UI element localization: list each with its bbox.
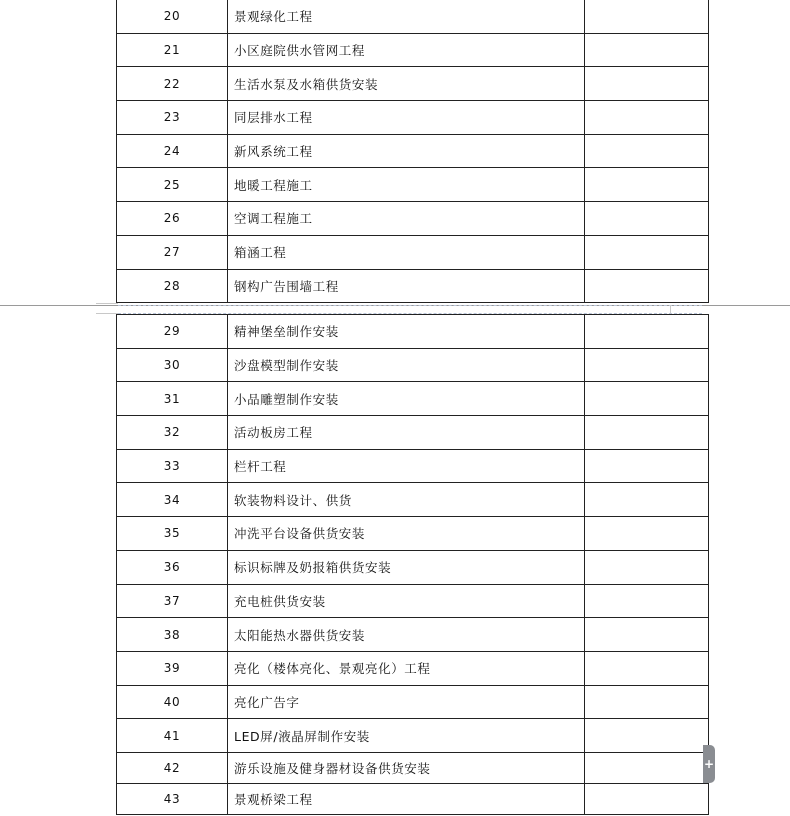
table-row	[117, 449, 709, 483]
table-row	[117, 33, 709, 67]
table-row	[117, 0, 709, 33]
table-row	[117, 752, 709, 783]
row-number-cell: 41	[117, 719, 228, 753]
row-number-cell: 24	[117, 134, 228, 168]
project-name-cell: 栏杆工程	[228, 449, 585, 483]
row-number-cell: 20	[117, 0, 228, 33]
empty-cell	[585, 783, 709, 814]
row-number-cell: 40	[117, 685, 228, 719]
project-name-cell: 小品雕塑制作安装	[228, 382, 585, 416]
row-number-cell: 29	[117, 315, 228, 349]
row-number-cell: 30	[117, 348, 228, 382]
table-row	[117, 382, 709, 416]
table-row	[117, 202, 709, 236]
table-row	[117, 618, 709, 652]
project-name-cell: 箱涵工程	[228, 235, 585, 269]
empty-cell	[585, 618, 709, 652]
project-name-cell: 冲洗平台设备供货安装	[228, 517, 585, 551]
project-name-cell: 新风系统工程	[228, 134, 585, 168]
empty-cell	[585, 382, 709, 416]
project-name-cell: LED屏/液晶屏制作安装	[228, 719, 585, 753]
table-row	[117, 783, 709, 814]
expand-side-panel-button[interactable]	[703, 745, 715, 783]
project-name-cell: 游乐设施及健身器材设备供货安装	[228, 752, 585, 783]
empty-cell	[585, 449, 709, 483]
table-body-page-2	[117, 315, 709, 815]
table-body-page-1	[117, 0, 709, 303]
row-number-cell: 34	[117, 483, 228, 517]
row-number-cell: 42	[117, 752, 228, 783]
project-name-cell: 软装物料设计、供货	[228, 483, 585, 517]
project-name-cell: 精神堡垒制作安装	[228, 315, 585, 349]
table-row	[117, 168, 709, 202]
project-name-cell: 地暖工程施工	[228, 168, 585, 202]
project-name-cell: 活动板房工程	[228, 416, 585, 450]
project-name-cell: 景观桥梁工程	[228, 783, 585, 814]
table-row	[117, 719, 709, 753]
row-number-cell: 26	[117, 202, 228, 236]
row-number-cell: 43	[117, 783, 228, 814]
project-name-cell: 亮化广告字	[228, 685, 585, 719]
table-row	[117, 67, 709, 101]
table-row	[117, 348, 709, 382]
table-row	[117, 235, 709, 269]
empty-cell	[585, 168, 709, 202]
project-name-cell: 同层排水工程	[228, 101, 585, 135]
row-number-cell: 28	[117, 269, 228, 303]
empty-cell	[585, 269, 709, 303]
project-name-cell: 生活水泵及水箱供货安装	[228, 67, 585, 101]
empty-cell	[585, 315, 709, 349]
project-name-cell: 钢构广告围墙工程	[228, 269, 585, 303]
table-row	[117, 134, 709, 168]
empty-cell	[585, 0, 709, 33]
empty-cell	[585, 752, 709, 783]
table-row	[117, 550, 709, 584]
project-table-page-1	[116, 0, 709, 303]
row-number-cell: 22	[117, 67, 228, 101]
empty-cell	[585, 33, 709, 67]
empty-cell	[585, 483, 709, 517]
empty-cell	[585, 416, 709, 450]
table-row	[117, 584, 709, 618]
empty-cell	[585, 719, 709, 753]
table-row	[117, 651, 709, 685]
project-name-cell: 充电桩供货安装	[228, 584, 585, 618]
project-table-page-2	[116, 314, 709, 815]
row-number-cell: 23	[117, 101, 228, 135]
table-row	[117, 483, 709, 517]
project-name-cell: 景观绿化工程	[228, 0, 585, 33]
document-page-1	[0, 0, 790, 305]
crop-mark	[96, 303, 118, 304]
table-row	[117, 685, 709, 719]
row-number-cell: 36	[117, 550, 228, 584]
page-boundary-line	[118, 305, 702, 306]
empty-cell	[585, 685, 709, 719]
table-row	[117, 315, 709, 349]
table-row	[117, 101, 709, 135]
empty-cell	[585, 101, 709, 135]
project-name-cell: 小区庭院供水管网工程	[228, 33, 585, 67]
row-number-cell: 27	[117, 235, 228, 269]
empty-cell	[585, 235, 709, 269]
row-number-cell: 38	[117, 618, 228, 652]
empty-cell	[585, 67, 709, 101]
empty-cell	[585, 550, 709, 584]
row-number-cell: 31	[117, 382, 228, 416]
empty-cell	[585, 202, 709, 236]
empty-cell	[585, 651, 709, 685]
empty-cell	[585, 517, 709, 551]
row-number-cell: 37	[117, 584, 228, 618]
table-row	[117, 416, 709, 450]
row-number-cell: 21	[117, 33, 228, 67]
project-name-cell: 沙盘模型制作安装	[228, 348, 585, 382]
row-number-cell: 33	[117, 449, 228, 483]
plus-icon: +	[703, 757, 715, 771]
row-number-cell: 25	[117, 168, 228, 202]
project-name-cell: 亮化（楼体亮化、景观亮化）工程	[228, 651, 585, 685]
empty-cell	[585, 348, 709, 382]
empty-cell	[585, 134, 709, 168]
row-number-cell: 39	[117, 651, 228, 685]
row-number-cell: 35	[117, 517, 228, 551]
empty-cell	[585, 584, 709, 618]
crop-mark	[670, 305, 671, 313]
project-name-cell: 太阳能热水器供货安装	[228, 618, 585, 652]
project-name-cell: 空调工程施工	[228, 202, 585, 236]
table-row	[117, 269, 709, 303]
document-page-2	[0, 314, 790, 816]
project-name-cell: 标识标牌及奶报箱供货安装	[228, 550, 585, 584]
row-number-cell: 32	[117, 416, 228, 450]
table-row	[117, 517, 709, 551]
